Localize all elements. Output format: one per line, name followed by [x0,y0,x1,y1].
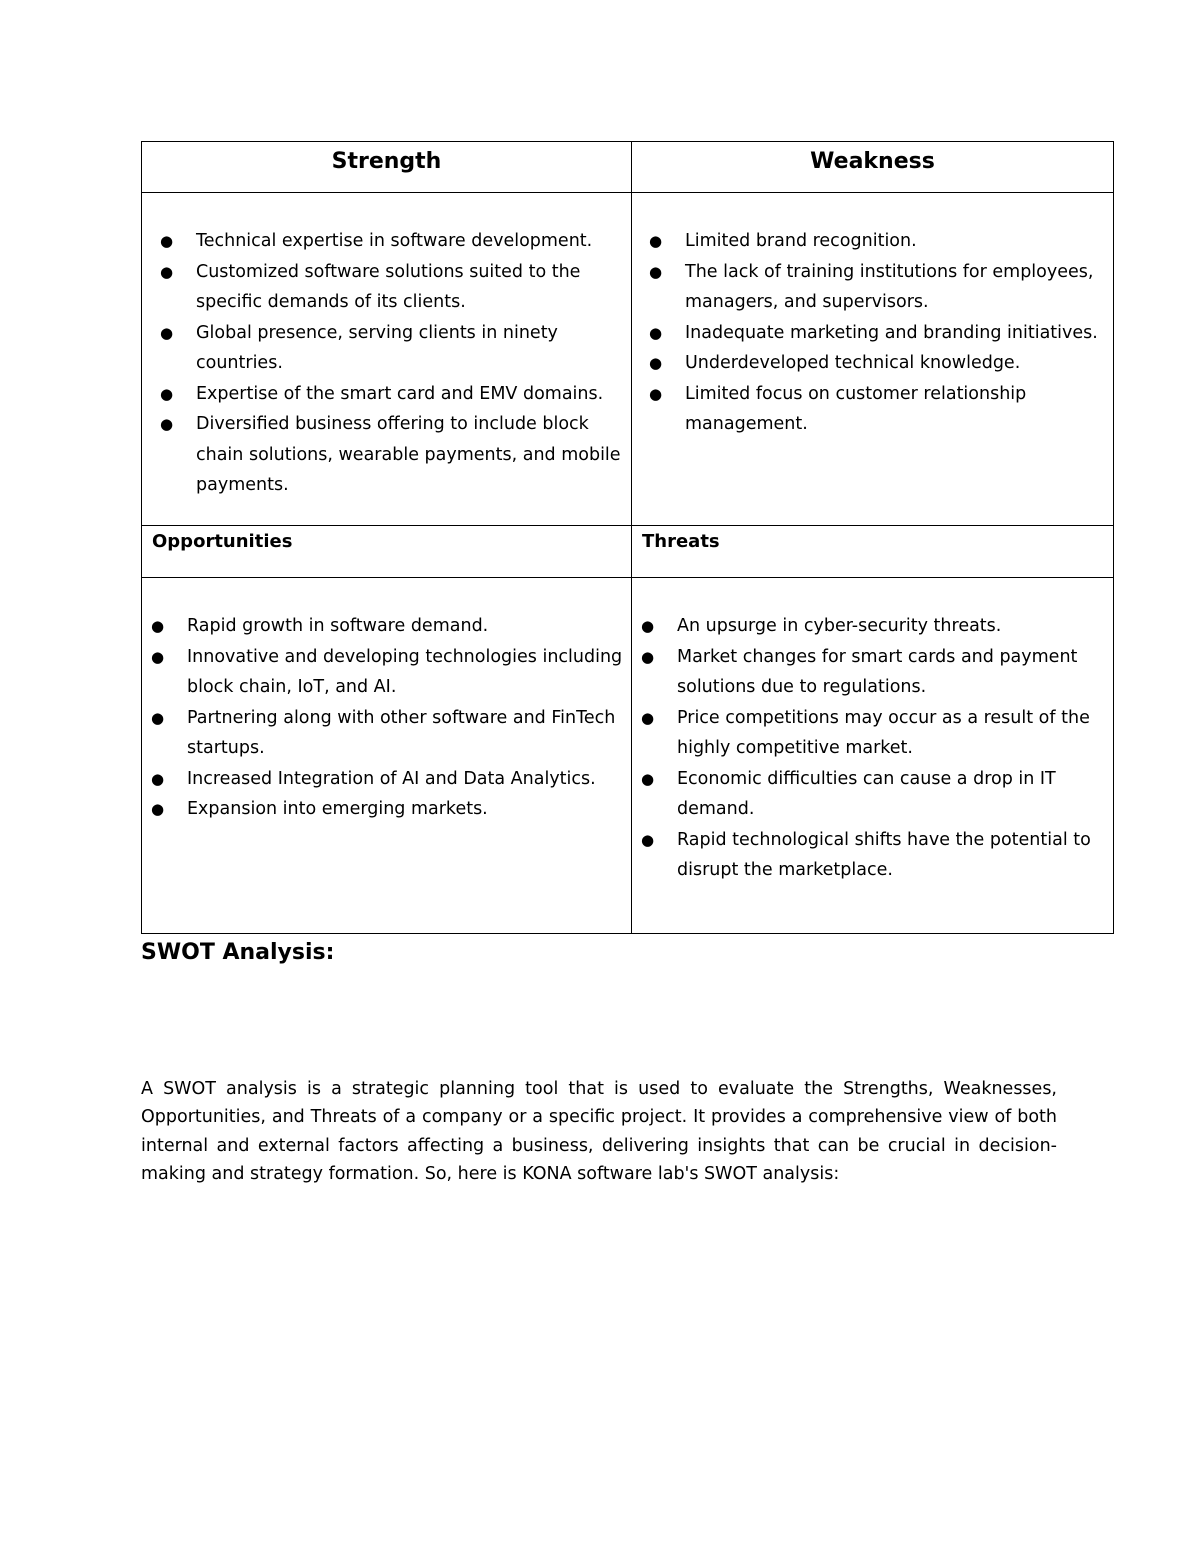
list-item [649,379,1107,440]
threats-heading: Threats [642,531,720,552]
list-item [151,611,625,642]
list-item-text: Technical expertise in software development. [196,231,593,251]
strength-heading-cell [142,142,632,193]
bullet-icon: ● [641,769,655,788]
opportunities-heading: Opportunities [152,531,293,552]
section-title: SWOT Analysis: [141,940,335,965]
bullet-icon: ● [649,323,663,342]
bullet-icon: ● [649,354,663,372]
list-item-text: Innovative and developing technologies including block chain, IoT, and AI. [187,646,623,697]
list-item-text: Expansion into emerging markets. [187,799,488,819]
list-item [160,379,625,410]
bullet-icon: ● [641,708,655,727]
weaknesses-list [632,193,1113,440]
list-item [641,642,1107,703]
list-item [641,611,1107,642]
list-item-text: Limited focus on customer relationship management. [685,383,1027,434]
bullet-icon: ● [151,769,165,788]
bullet-icon: ● [151,647,165,666]
list-item-text: The lack of training institutions for employees, managers, and supervisors. [685,261,1094,312]
strength-heading: Strength [331,149,442,174]
bullet-icon: ● [151,708,165,727]
bullet-icon: ● [151,617,165,635]
list-item-text: An upsurge in cyber-security threats. [677,616,1002,636]
list-item [649,348,1107,379]
threats-list [632,578,1113,886]
list-item-text: Rapid growth in software demand. [187,616,489,636]
list-item [151,794,625,825]
list-item [160,318,625,379]
list-item-text: Increased Integration of AI and Data Analytics. [187,768,596,789]
list-item [649,318,1107,349]
list-item [151,642,625,703]
list-item [160,257,625,318]
intro-paragraph: A SWOT analysis is a strategic planning tool that is used to evaluate the Strengths, Weaknesses, Opportunities, and Threats of a company or a specific project. It provides a comprehensive view of both internal and external factors affecting a business, delivering insights that can be crucial in decision-making and strategy formation. So, here is KONA software lab's SWOT analysis: [141,1079,1057,1184]
list-item-text: Rapid technological shifts have the potential to disrupt the marketplace. [677,829,1091,880]
list-item-text: Price competitions may occur as a result of the highly competitive market. [677,707,1090,758]
weakness-heading: Weakness [810,149,935,174]
bullet-icon: ● [160,262,174,281]
list-item [649,226,1107,257]
list-item-text: Economic difficulties can cause a drop in IT demand. [677,768,1056,819]
list-item [641,764,1107,825]
list-item-text: Limited brand recognition. [685,231,917,251]
bullet-icon: ● [160,323,174,342]
opportunities-cell [142,578,632,934]
opportunities-heading-cell [142,526,632,578]
list-item-text: Customized software solutions suited to the specific demands of its clients. [196,261,581,312]
bullet-icon: ● [649,262,663,281]
opportunities-list [142,578,631,825]
list-item-text: Market changes for smart cards and payment solutions due to regulations. [677,646,1078,697]
list-item-text: Diversified business offering to include block chain solutions, wearable payments, and mobile payments. [196,414,621,495]
list-item-text: Inadequate marketing and branding initiatives. [685,322,1098,343]
list-item [160,409,625,501]
threats-cell [632,578,1114,934]
list-item [151,703,625,764]
list-item-text: Partnering along with other software and FinTech startups. [187,707,616,758]
list-item [641,825,1107,886]
list-item [641,703,1107,764]
weakness-heading-cell [632,142,1114,193]
list-item-text: Expertise of the smart card and EMV domains. [196,383,604,404]
bullet-icon: ● [151,800,165,818]
list-item-text: Underdeveloped technical knowledge. [685,353,1021,373]
list-item-text: Global presence, serving clients in ninety countries. [196,322,558,373]
bullet-icon: ● [160,415,174,433]
bullet-icon: ● [641,617,655,635]
bullet-icon: ● [160,384,174,403]
bullet-icon: ● [641,830,655,849]
bullet-icon: ● [160,232,174,250]
strengths-list [142,193,631,501]
bullet-icon: ● [649,384,663,403]
swot-table [141,141,1114,934]
weaknesses-cell [632,193,1114,526]
bullet-icon: ● [649,232,663,250]
threats-heading-cell [632,526,1114,578]
bullet-icon: ● [641,647,655,666]
strengths-cell [142,193,632,526]
list-item [649,257,1107,318]
list-item [160,226,625,257]
list-item [151,764,625,795]
